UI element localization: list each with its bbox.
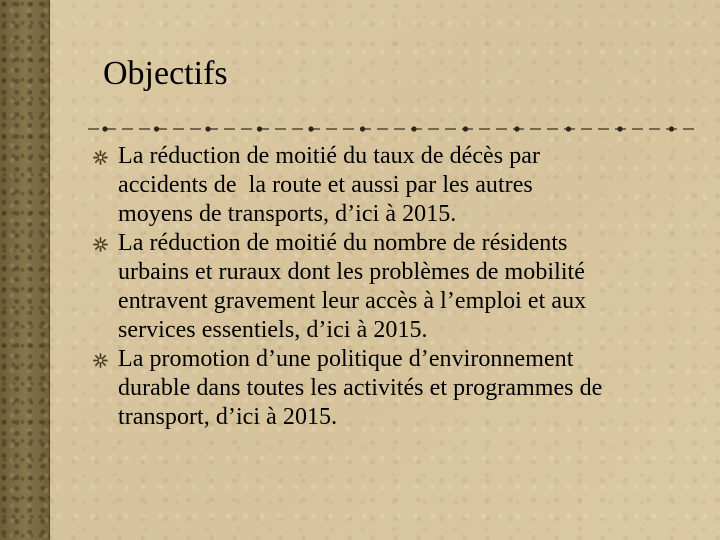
bullet-line: durable dans toutes les activités et programmes de [118, 375, 603, 401]
list-item [93, 345, 708, 432]
bullet-line: moyens de transports, d’ici à 2015. [118, 201, 457, 227]
bullet-line: La réduction de moitié du nombre de résidents [118, 230, 568, 256]
divider-dot [669, 126, 674, 131]
divider-dot [205, 126, 210, 131]
bullet-line: accidents de la route et aussi par les autres [118, 172, 533, 198]
bullet-line: La promotion d’une politique d’environnement [118, 346, 574, 372]
bullet-line: services essentiels, d’ici à 2015. [118, 317, 428, 343]
list-item [93, 229, 708, 345]
divider-dot [360, 126, 365, 131]
textured-left-border [0, 0, 50, 540]
slide-title: Objectifs [103, 55, 228, 92]
bullet-line: La réduction de moitié du taux de décès par [118, 143, 540, 169]
list-item [93, 142, 708, 229]
divider-dot [411, 126, 416, 131]
divider-dot [463, 126, 468, 131]
divider-dot [154, 126, 159, 131]
cross-star-icon [93, 237, 108, 252]
bullet-line: transport, d’ici à 2015. [118, 404, 338, 430]
dash-dot-divider [88, 121, 698, 137]
divider-dot [308, 126, 313, 131]
divider-dot [514, 126, 519, 131]
cross-star-icon [93, 150, 108, 165]
objectives-list [93, 142, 708, 432]
bullet-line: entravent gravement leur accès à l’emploi et aux [118, 288, 587, 314]
bullet-line: urbains et ruraux dont les problèmes de mobilité [118, 259, 585, 285]
cross-star-icon [93, 353, 108, 368]
divider-dot [102, 126, 107, 131]
divider-dot [617, 126, 622, 131]
divider-dot [566, 126, 571, 131]
divider-dot [257, 126, 262, 131]
